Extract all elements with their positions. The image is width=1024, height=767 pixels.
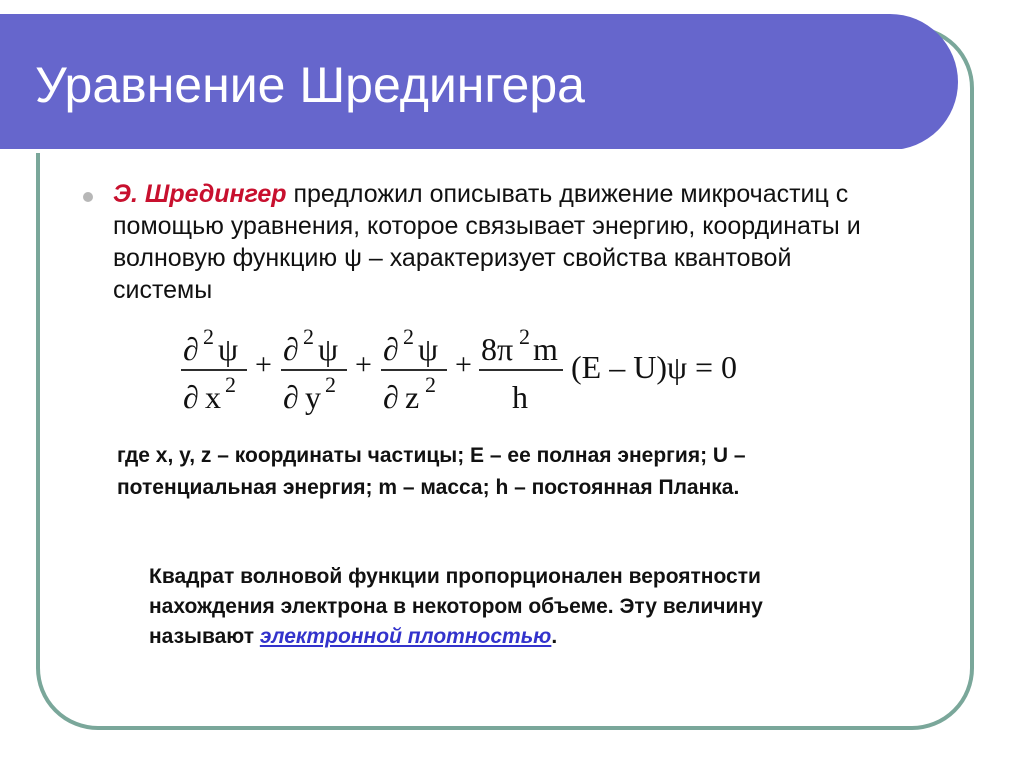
plus-2: + — [355, 348, 372, 381]
density-text-end: . — [551, 625, 558, 648]
equation-tail: (E – U)ψ = 0 — [571, 349, 738, 385]
coefficient-m: m — [533, 331, 558, 367]
term-y-partial-bottom: ∂ — [283, 379, 299, 415]
variables-description: где x, y, z – координаты частицы; E – ее полная энергия; U – потенциальная энергия; m – масса; h – постоянная Планка. — [117, 444, 746, 499]
term-z-var: z — [405, 379, 420, 415]
intro-paragraph — [113, 178, 873, 306]
term-x-partial-bottom: ∂ — [183, 379, 199, 415]
term-y-partial-top: ∂ — [283, 331, 299, 367]
bullet-dot — [83, 192, 93, 202]
density-paragraph — [149, 562, 829, 652]
term-y-psi: ψ — [318, 331, 339, 367]
term-y-power-bottom: 2 — [325, 372, 336, 397]
term-z-partial-top: ∂ — [383, 331, 399, 367]
term-z-partial-bottom: ∂ — [383, 379, 399, 415]
electron-density-term: электронной плотностью — [259, 625, 552, 648]
term-y — [281, 324, 347, 415]
author-name: Э. Шредингер — [113, 180, 287, 208]
term-z-power-top: 2 — [403, 324, 414, 349]
term-x — [181, 324, 247, 415]
schrodinger-equation — [175, 320, 815, 420]
coefficient-h: h — [512, 379, 528, 415]
term-x-psi: ψ — [218, 331, 239, 367]
term-y-power-top: 2 — [303, 324, 314, 349]
term-x-var: x — [205, 379, 221, 415]
coefficient-8pi: 8π — [481, 331, 514, 367]
term-x-power-bottom: 2 — [225, 372, 236, 397]
slide-title: Уравнение Шредингера — [35, 57, 585, 113]
term-x-partial-top: ∂ — [183, 331, 199, 367]
term-z-psi: ψ — [418, 331, 439, 367]
plus-1: + — [255, 348, 272, 381]
term-z — [381, 324, 447, 415]
coefficient-power: 2 — [519, 324, 530, 349]
term-y-var: y — [305, 379, 321, 415]
term-z-power-bottom: 2 — [425, 372, 436, 397]
term-x-power-top: 2 — [203, 324, 214, 349]
plus-3: + — [455, 348, 472, 381]
title-underline — [0, 149, 905, 153]
density-text: Квадрат волновой функции пропорционален вероятности нахождения электрона в некотором объеме. Эту величину называют — [149, 565, 763, 648]
intro-text: предложил описывать движение микрочастиц с помощью уравнения, которое связывает энергию, координаты и волновую функцию ψ – характеризует свойства квантовой системы — [113, 180, 861, 304]
title-bar — [0, 14, 958, 150]
coefficient — [479, 324, 563, 415]
